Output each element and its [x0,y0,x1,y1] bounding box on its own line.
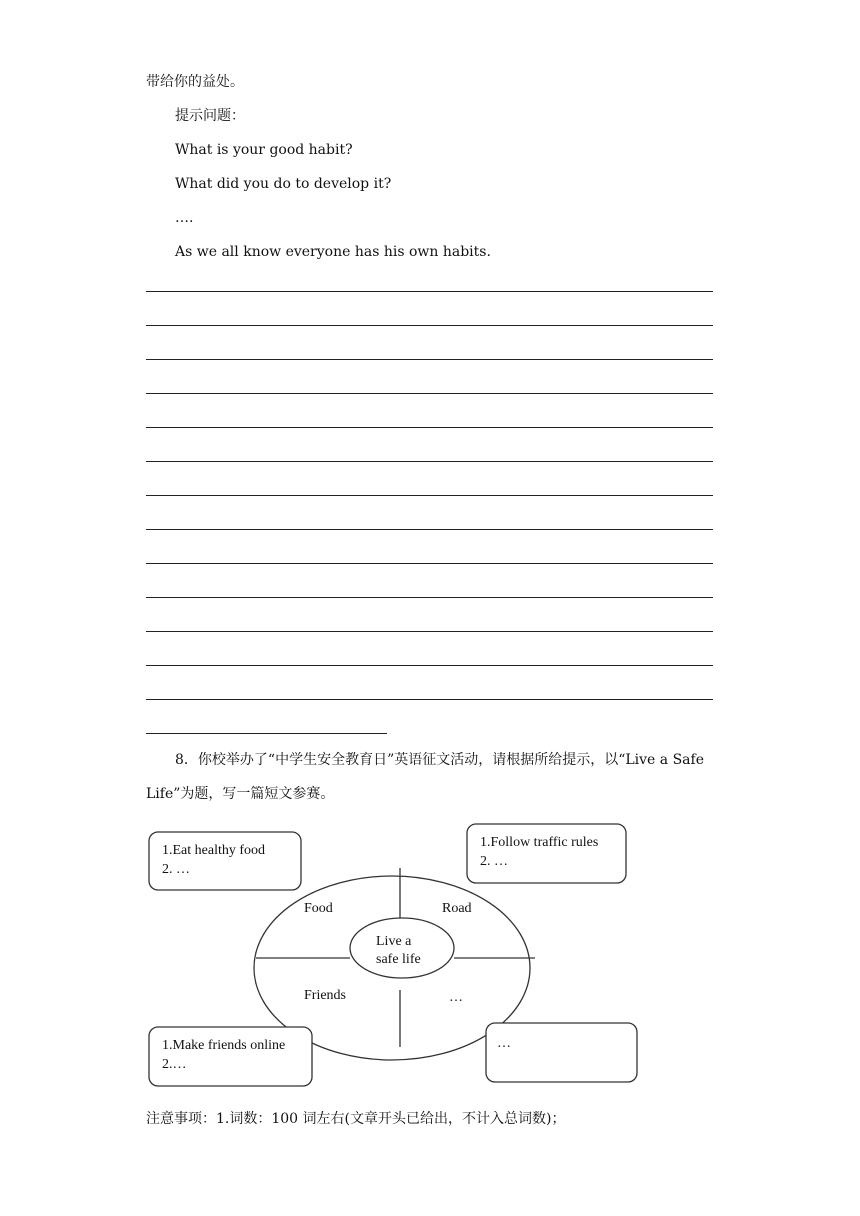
notes-line1: 注意事项：1.词数：100 词左右(文章开头已给出，不计入总词数)； [146,1111,566,1127]
box-food-line1: 1.Eat healthy food [162,843,266,858]
prompt-continuation: 带给你的益处。 [146,74,244,90]
box-other-line1: … [497,1036,511,1051]
box-other [486,1023,637,1082]
center-label-line2: safe life [376,952,421,967]
box-road-line2: 2. … [480,854,508,869]
box-food-line2: 2. … [162,862,190,877]
center-label-line1: Live a [376,934,412,949]
prompt-question-3: …. [175,210,194,226]
box-friends-line1: 1.Make friends online [162,1038,286,1053]
question-8-text-line2: Life”为题，写一篇短文参赛。 [146,786,335,802]
box-road-line1: 1.Follow traffic rules [480,835,599,850]
prompt-question-2: What did you do to develop it? [175,176,392,192]
opening-sentence: As we all know everyone has his own habits. [175,244,491,260]
quadrant-label-other: … [449,990,463,1005]
question-8-text-line1: 8．你校举办了“中学生安全教育日”英语征文活动，请根据所给提示，以“Live a Safe [175,752,704,768]
quadrant-label-friends: Friends [304,988,346,1003]
quadrant-label-food: Food [304,901,333,916]
box-food [149,832,301,890]
quadrant-label-road: Road [442,901,472,916]
prompt-question-1: What is your good habit? [175,142,353,158]
prompt-heading: 提示问题： [175,108,245,124]
box-friends-line2: 2.… [162,1057,187,1072]
